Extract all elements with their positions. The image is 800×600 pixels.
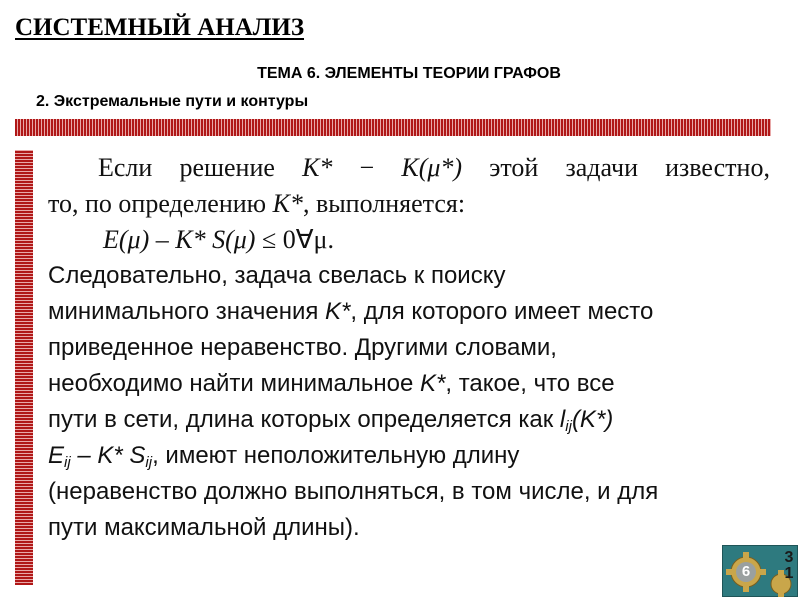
word: решение (179, 153, 275, 182)
logo-badge: 6 (736, 562, 756, 582)
text: , для которого имеет место (350, 298, 654, 325)
math-symbol: S (129, 442, 146, 469)
math-symbol: – K* (70, 442, 130, 469)
subscript: ij (64, 454, 71, 471)
math-term: K(μ*) (401, 153, 463, 182)
math-term: K* (272, 189, 303, 218)
formula-lhs: E(μ) – K* S(μ) (103, 225, 262, 254)
formula-rhs: ≤ 0∀μ (261, 225, 328, 254)
word: − (359, 153, 375, 182)
word: задачи (565, 153, 638, 182)
math-symbol: l (559, 406, 566, 433)
math-term: K* (420, 370, 446, 397)
body-line-1 (48, 150, 770, 186)
math-symbol: (K*) (571, 406, 614, 433)
math-term (560, 406, 613, 433)
section-title: 2. Экстремальные пути и контуры (36, 93, 309, 110)
math-term: K* (302, 153, 333, 182)
slide-body (48, 150, 770, 546)
text: , выполняется: (302, 189, 466, 218)
university-logo (722, 545, 798, 597)
body-line-4: Следовательно, задача свелась к поиску (48, 262, 506, 289)
text: необходимо найти минимальное (48, 370, 420, 397)
topic-title: ТЕМА 6. ЭЛЕМЕНТЫ ТЕОРИИ ГРАФОВ (257, 65, 561, 82)
subscript: ij (145, 454, 153, 471)
word: известно, (665, 153, 770, 182)
body-line-9 (48, 438, 770, 474)
text: минимального значения (48, 298, 326, 325)
decorative-top-band (15, 119, 771, 136)
body-line-11: пути максимальной длины). (48, 514, 360, 541)
math-term: K* (325, 298, 351, 325)
page-number: 31 (784, 549, 794, 582)
math-symbol: E (48, 442, 65, 469)
text: . (327, 225, 334, 254)
formula-line (48, 222, 770, 258)
text: , имеют неположительную длину (152, 442, 520, 469)
text: то, по определению (48, 189, 273, 218)
decorative-left-band (15, 150, 33, 585)
text: , такое, что все (445, 370, 615, 397)
body-line-10: (неравенство должно выполняться, в том числе, и для (48, 478, 659, 505)
word: Если (98, 153, 153, 182)
word: этой (489, 153, 539, 182)
text: пути в сети, длина которых определяется как (48, 406, 560, 433)
body-line-7 (48, 366, 770, 402)
course-title: СИСТЕМНЫЙ АНАЛИЗ (15, 14, 305, 41)
subscript: ij (565, 418, 572, 435)
body-line-8 (48, 402, 770, 438)
body-line-2 (48, 186, 770, 222)
body-line-6: приведенное неравенство. Другими словами, (48, 334, 557, 361)
body-line-5 (48, 294, 770, 330)
